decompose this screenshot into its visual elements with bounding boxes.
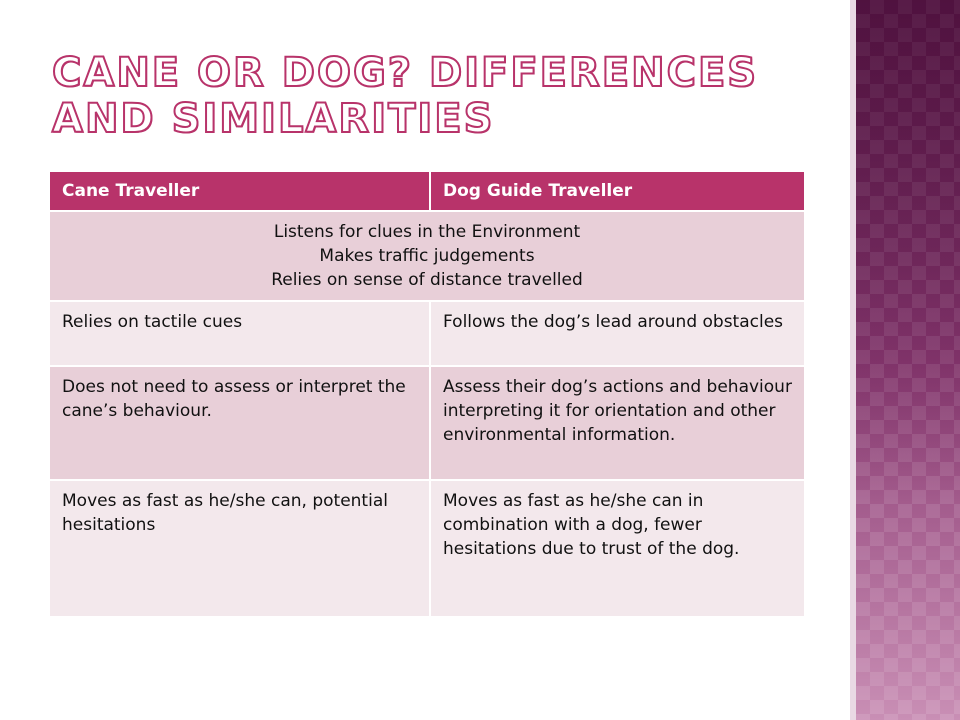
table-row-shared xyxy=(49,211,805,301)
dog-cell: Assess their dog’s actions and behaviour interpreting it for orientation and other environmental information. xyxy=(430,366,805,480)
header-dog-guide-traveller: Dog Guide Traveller xyxy=(430,171,805,211)
slide-title: CANE OR DOG? DIFFERENCES AND SIMILARITIES xyxy=(52,50,759,142)
header-cane-traveller: Cane Traveller xyxy=(49,171,430,211)
shared-traits-cell xyxy=(49,211,805,301)
table-header-row xyxy=(49,171,805,211)
dog-cell: Moves as fast as he/she can in combination with a dog, fewer hesitations due to trust of the dog. xyxy=(430,480,805,617)
dog-cell: Follows the dog’s lead around obstacles xyxy=(430,301,805,366)
cane-cell: Moves as fast as he/she can, potential hesitations xyxy=(49,480,430,617)
cane-cell: Relies on tactile cues xyxy=(49,301,430,366)
table-row xyxy=(49,480,805,617)
comparison-table xyxy=(48,170,806,618)
cane-cell: Does not need to assess or interpret the cane’s behaviour. xyxy=(49,366,430,480)
decorative-side-bar xyxy=(856,0,960,720)
table-row xyxy=(49,301,805,366)
shared-trait: Relies on sense of distance travelled xyxy=(271,270,583,290)
shared-trait: Makes traffic judgements xyxy=(319,246,535,266)
table-row xyxy=(49,366,805,480)
shared-trait: Listens for clues in the Environment xyxy=(273,222,581,242)
